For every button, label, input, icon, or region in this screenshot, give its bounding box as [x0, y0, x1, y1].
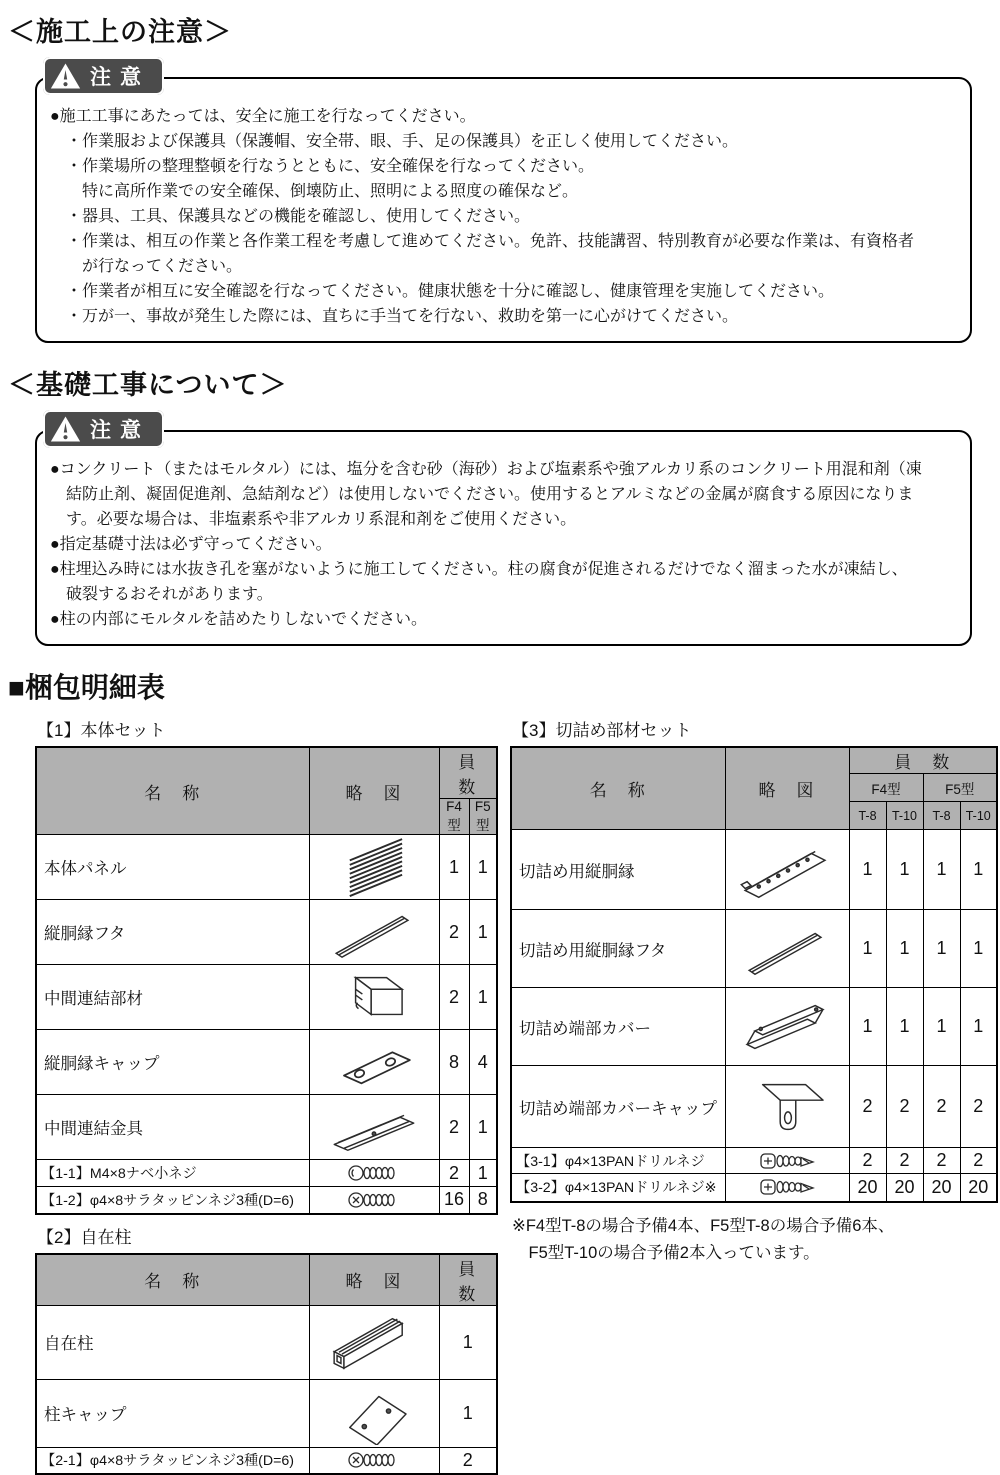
parts-table-free-post	[35, 1253, 498, 1475]
part-qty-f4: 16	[439, 1187, 469, 1214]
part-qty: 1	[439, 1305, 497, 1379]
col-header-f4: F4型	[849, 774, 923, 802]
part-name: 【3-2】φ4×13PANドリルネジ※	[511, 1174, 725, 1202]
caution-line: す。必要な場合は、非塩素系や非アルカリ系混和剤をご使用ください。	[50, 507, 960, 532]
part-qty-f4: 1	[439, 835, 469, 900]
angle-cover-icon	[733, 992, 841, 1062]
post-icon	[320, 1307, 428, 1377]
table-row	[36, 1160, 497, 1187]
part-diagram	[725, 1066, 849, 1148]
parts-table-body-set	[35, 746, 498, 1215]
part-diagram	[309, 1447, 439, 1474]
part-diagram	[725, 830, 849, 910]
part-qty: 1	[849, 830, 886, 910]
flat-bar-icon	[733, 916, 841, 982]
caution-block-construction	[35, 77, 972, 343]
part-qty: 20	[923, 1174, 960, 1202]
table-row	[511, 1148, 997, 1174]
caution-box	[35, 77, 972, 343]
table-row	[36, 1030, 497, 1095]
part-diagram	[309, 1095, 439, 1160]
flat-bar-icon	[320, 901, 428, 963]
part-diagram	[309, 900, 439, 965]
table3-caption: 【3】切詰め部材セット	[512, 716, 996, 741]
part-qty: 1	[849, 910, 886, 988]
part-name: 本体パネル	[36, 835, 309, 900]
caution-line: が行なってください。	[50, 254, 960, 279]
col-header-qty: 員 数	[439, 1254, 497, 1306]
footnote-line2: F5型T-10の場合予備2本入っています。	[512, 1244, 820, 1262]
part-qty-f5: 1	[469, 1160, 497, 1187]
caution-line: ●柱の内部にモルタルを詰めたりしないでください。	[50, 607, 960, 632]
section-title-foundation: ＜基礎工事について＞	[8, 363, 1000, 402]
table-row	[36, 965, 497, 1030]
caution-badge-label: 注意	[88, 61, 150, 91]
section-title-construction: ＜施工上の注意＞	[8, 10, 1000, 49]
warning-triangle-icon	[50, 415, 81, 443]
channel-holes-icon	[733, 834, 841, 906]
caution-line: ●施工工事にあたっては、安全に施工を行なってください。	[50, 104, 960, 129]
packing-tables	[35, 710, 1000, 1475]
col-header-diagram: 略 図	[309, 1254, 439, 1306]
part-qty-f5: 8	[469, 1187, 497, 1214]
table-row	[36, 1095, 497, 1160]
table1-caption: 【1】本体セット	[37, 716, 496, 741]
part-diagram	[309, 1187, 439, 1214]
part-qty: 1	[886, 988, 923, 1066]
tapping-screw-icon	[347, 1450, 401, 1470]
caution-badge	[43, 57, 164, 95]
part-qty: 1	[923, 830, 960, 910]
packing-list-title: ■梱包明細表	[8, 666, 1000, 706]
warning-triangle-icon	[50, 62, 81, 90]
table-row	[36, 900, 497, 965]
joint-bracket-icon	[320, 1096, 428, 1158]
part-qty-f4: 2	[439, 965, 469, 1030]
drill-screw-icon	[759, 1177, 815, 1197]
col-header-t8: T-8	[849, 802, 886, 830]
part-qty: 1	[960, 988, 997, 1066]
part-qty: 2	[923, 1148, 960, 1174]
part-diagram	[309, 1160, 439, 1187]
col-header-name: 名 称	[36, 747, 309, 835]
panel-stack-icon	[320, 836, 428, 898]
col-header-diagram: 略 図	[725, 747, 849, 830]
part-qty: 2	[849, 1148, 886, 1174]
table-row	[36, 835, 497, 900]
part-qty-f5: 4	[469, 1030, 497, 1095]
table2-caption: 【2】自在柱	[37, 1223, 496, 1248]
part-name: 【3-1】φ4×13PANドリルネジ	[511, 1148, 725, 1174]
part-qty: 2	[960, 1148, 997, 1174]
col-header-name: 名 称	[511, 747, 725, 830]
part-name: 【1-1】M4×8ナベ小ネジ	[36, 1160, 309, 1187]
part-qty-f4: 2	[439, 1160, 469, 1187]
part-qty: 1	[886, 830, 923, 910]
part-diagram	[309, 835, 439, 900]
caution-badge-label: 注意	[88, 414, 150, 444]
part-qty-f4: 2	[439, 900, 469, 965]
caution-badge	[43, 410, 164, 448]
part-name: 自在柱	[36, 1305, 309, 1379]
pan-screw-icon	[347, 1163, 401, 1183]
caution-line: ・作業は、相互の作業と各作業工程を考慮して進めてください。免許、技能講習、特別教育が必要な作業は、有資格者	[50, 229, 960, 254]
part-qty-f5: 1	[469, 835, 497, 900]
part-qty: 2	[886, 1148, 923, 1174]
part-qty-f5: 1	[469, 1095, 497, 1160]
part-qty-f5: 1	[469, 965, 497, 1030]
caution-block-foundation	[35, 430, 972, 646]
part-qty: 20	[849, 1174, 886, 1202]
part-qty: 2	[849, 1066, 886, 1148]
part-qty: 1	[439, 1379, 497, 1447]
col-header-f5: F5型	[469, 799, 497, 835]
caution-line: 結防止剤、凝固促進剤、急結剤など）は使用しないでください。使用するとアルミなどの金属が腐食する原因になりま	[50, 482, 960, 507]
part-name: 切詰め用縦胴縁	[511, 830, 725, 910]
footnote-line1: ※F4型T-8の場合予備4本、F5型T-8の場合予備6本、	[512, 1217, 894, 1235]
part-qty: 1	[886, 910, 923, 988]
footnote	[512, 1213, 996, 1267]
col-header-name: 名 称	[36, 1254, 309, 1306]
table-row	[36, 1379, 497, 1447]
part-qty: 20	[886, 1174, 923, 1202]
part-diagram	[725, 988, 849, 1066]
part-name: 縦胴縁キャップ	[36, 1030, 309, 1095]
table-row	[511, 830, 997, 910]
table-row	[511, 910, 997, 988]
part-name: 中間連結金具	[36, 1095, 309, 1160]
table-row	[36, 1447, 497, 1474]
part-qty: 1	[923, 910, 960, 988]
part-qty: 1	[960, 910, 997, 988]
cover-cap-icon	[733, 1069, 841, 1145]
col-header-qty: 員 数	[849, 747, 997, 774]
part-name: 縦胴縁フタ	[36, 900, 309, 965]
caution-box	[35, 430, 972, 646]
col-header-f5: F5型	[923, 774, 997, 802]
part-qty: 2	[886, 1066, 923, 1148]
part-diagram	[725, 910, 849, 988]
part-name: 切詰め用縦胴縁フタ	[511, 910, 725, 988]
table-row	[36, 1187, 497, 1214]
col-header-qty: 員 数	[439, 747, 497, 799]
col-header-diagram: 略 図	[309, 747, 439, 835]
parts-table-cut-set	[510, 746, 998, 1203]
col-header-t10: T-10	[960, 802, 997, 830]
part-diagram	[309, 1305, 439, 1379]
part-diagram	[725, 1148, 849, 1174]
part-name: 【1-2】φ4×8サラタッピンネジ3種(D=6)	[36, 1187, 309, 1214]
table-row	[511, 1066, 997, 1148]
caution-line: ・作業服および保護具（保護帽、安全帯、眼、手、足の保護具）を正しく使用してください。	[50, 129, 960, 154]
channel-joint-icon	[320, 966, 428, 1028]
col-header-f4: F4型	[439, 799, 469, 835]
part-name: 切詰め端部カバーキャップ	[511, 1066, 725, 1148]
drill-screw-icon	[759, 1151, 815, 1171]
table-row	[511, 1174, 997, 1202]
part-qty: 1	[960, 830, 997, 910]
col-header-t10: T-10	[886, 802, 923, 830]
part-name: 中間連結部材	[36, 965, 309, 1030]
part-diagram	[309, 1030, 439, 1095]
part-qty: 2	[960, 1066, 997, 1148]
part-qty: 1	[849, 988, 886, 1066]
part-qty: 2	[923, 1066, 960, 1148]
part-qty: 20	[960, 1174, 997, 1202]
part-qty: 1	[923, 988, 960, 1066]
caution-line: ・作業者が相互に安全確認を行なってください。健康状態を十分に確認し、健康管理を実施してください。	[50, 279, 960, 304]
caution-line: ・万が一、事故が発生した際には、直ちに手当てを行ない、救助を第一に心がけてください。	[50, 304, 960, 329]
col-header-t8: T-8	[923, 802, 960, 830]
caution-line: 特に高所作業での安全確保、倒壊防止、照明による照度の確保など。	[50, 179, 960, 204]
caution-line: 破裂するおそれがあります。	[50, 582, 960, 607]
caution-line: ●コンクリート（またはモルタル）には、塩分を含む砂（海砂）および塩素系や強アルカリ系のコンクリート用混和剤（凍	[50, 457, 960, 482]
post-cap-icon	[320, 1381, 428, 1445]
caution-line: ●指定基礎寸法は必ず守ってください。	[50, 532, 960, 557]
part-qty: 2	[439, 1447, 497, 1474]
caution-line: ●柱埋込み時には水抜き孔を塞がないように施工してください。柱の腐食が促進されるだけでなく溜まった水が凍結し、	[50, 557, 960, 582]
part-name: 【2-1】φ4×8サラタッピンネジ3種(D=6)	[36, 1447, 309, 1474]
part-diagram	[725, 1174, 849, 1202]
part-name: 柱キャップ	[36, 1379, 309, 1447]
table-row	[36, 1305, 497, 1379]
cap-plate-icon	[320, 1031, 428, 1093]
tapping-screw-icon	[347, 1190, 401, 1210]
table-row	[511, 988, 997, 1066]
part-name: 切詰め端部カバー	[511, 988, 725, 1066]
part-diagram	[309, 965, 439, 1030]
part-diagram	[309, 1379, 439, 1447]
part-qty-f4: 2	[439, 1095, 469, 1160]
part-qty-f4: 8	[439, 1030, 469, 1095]
caution-line: ・作業場所の整理整頓を行なうとともに、安全確保を行なってください。	[50, 154, 960, 179]
part-qty-f5: 1	[469, 900, 497, 965]
caution-line: ・器具、工具、保護具などの機能を確認し、使用してください。	[50, 204, 960, 229]
